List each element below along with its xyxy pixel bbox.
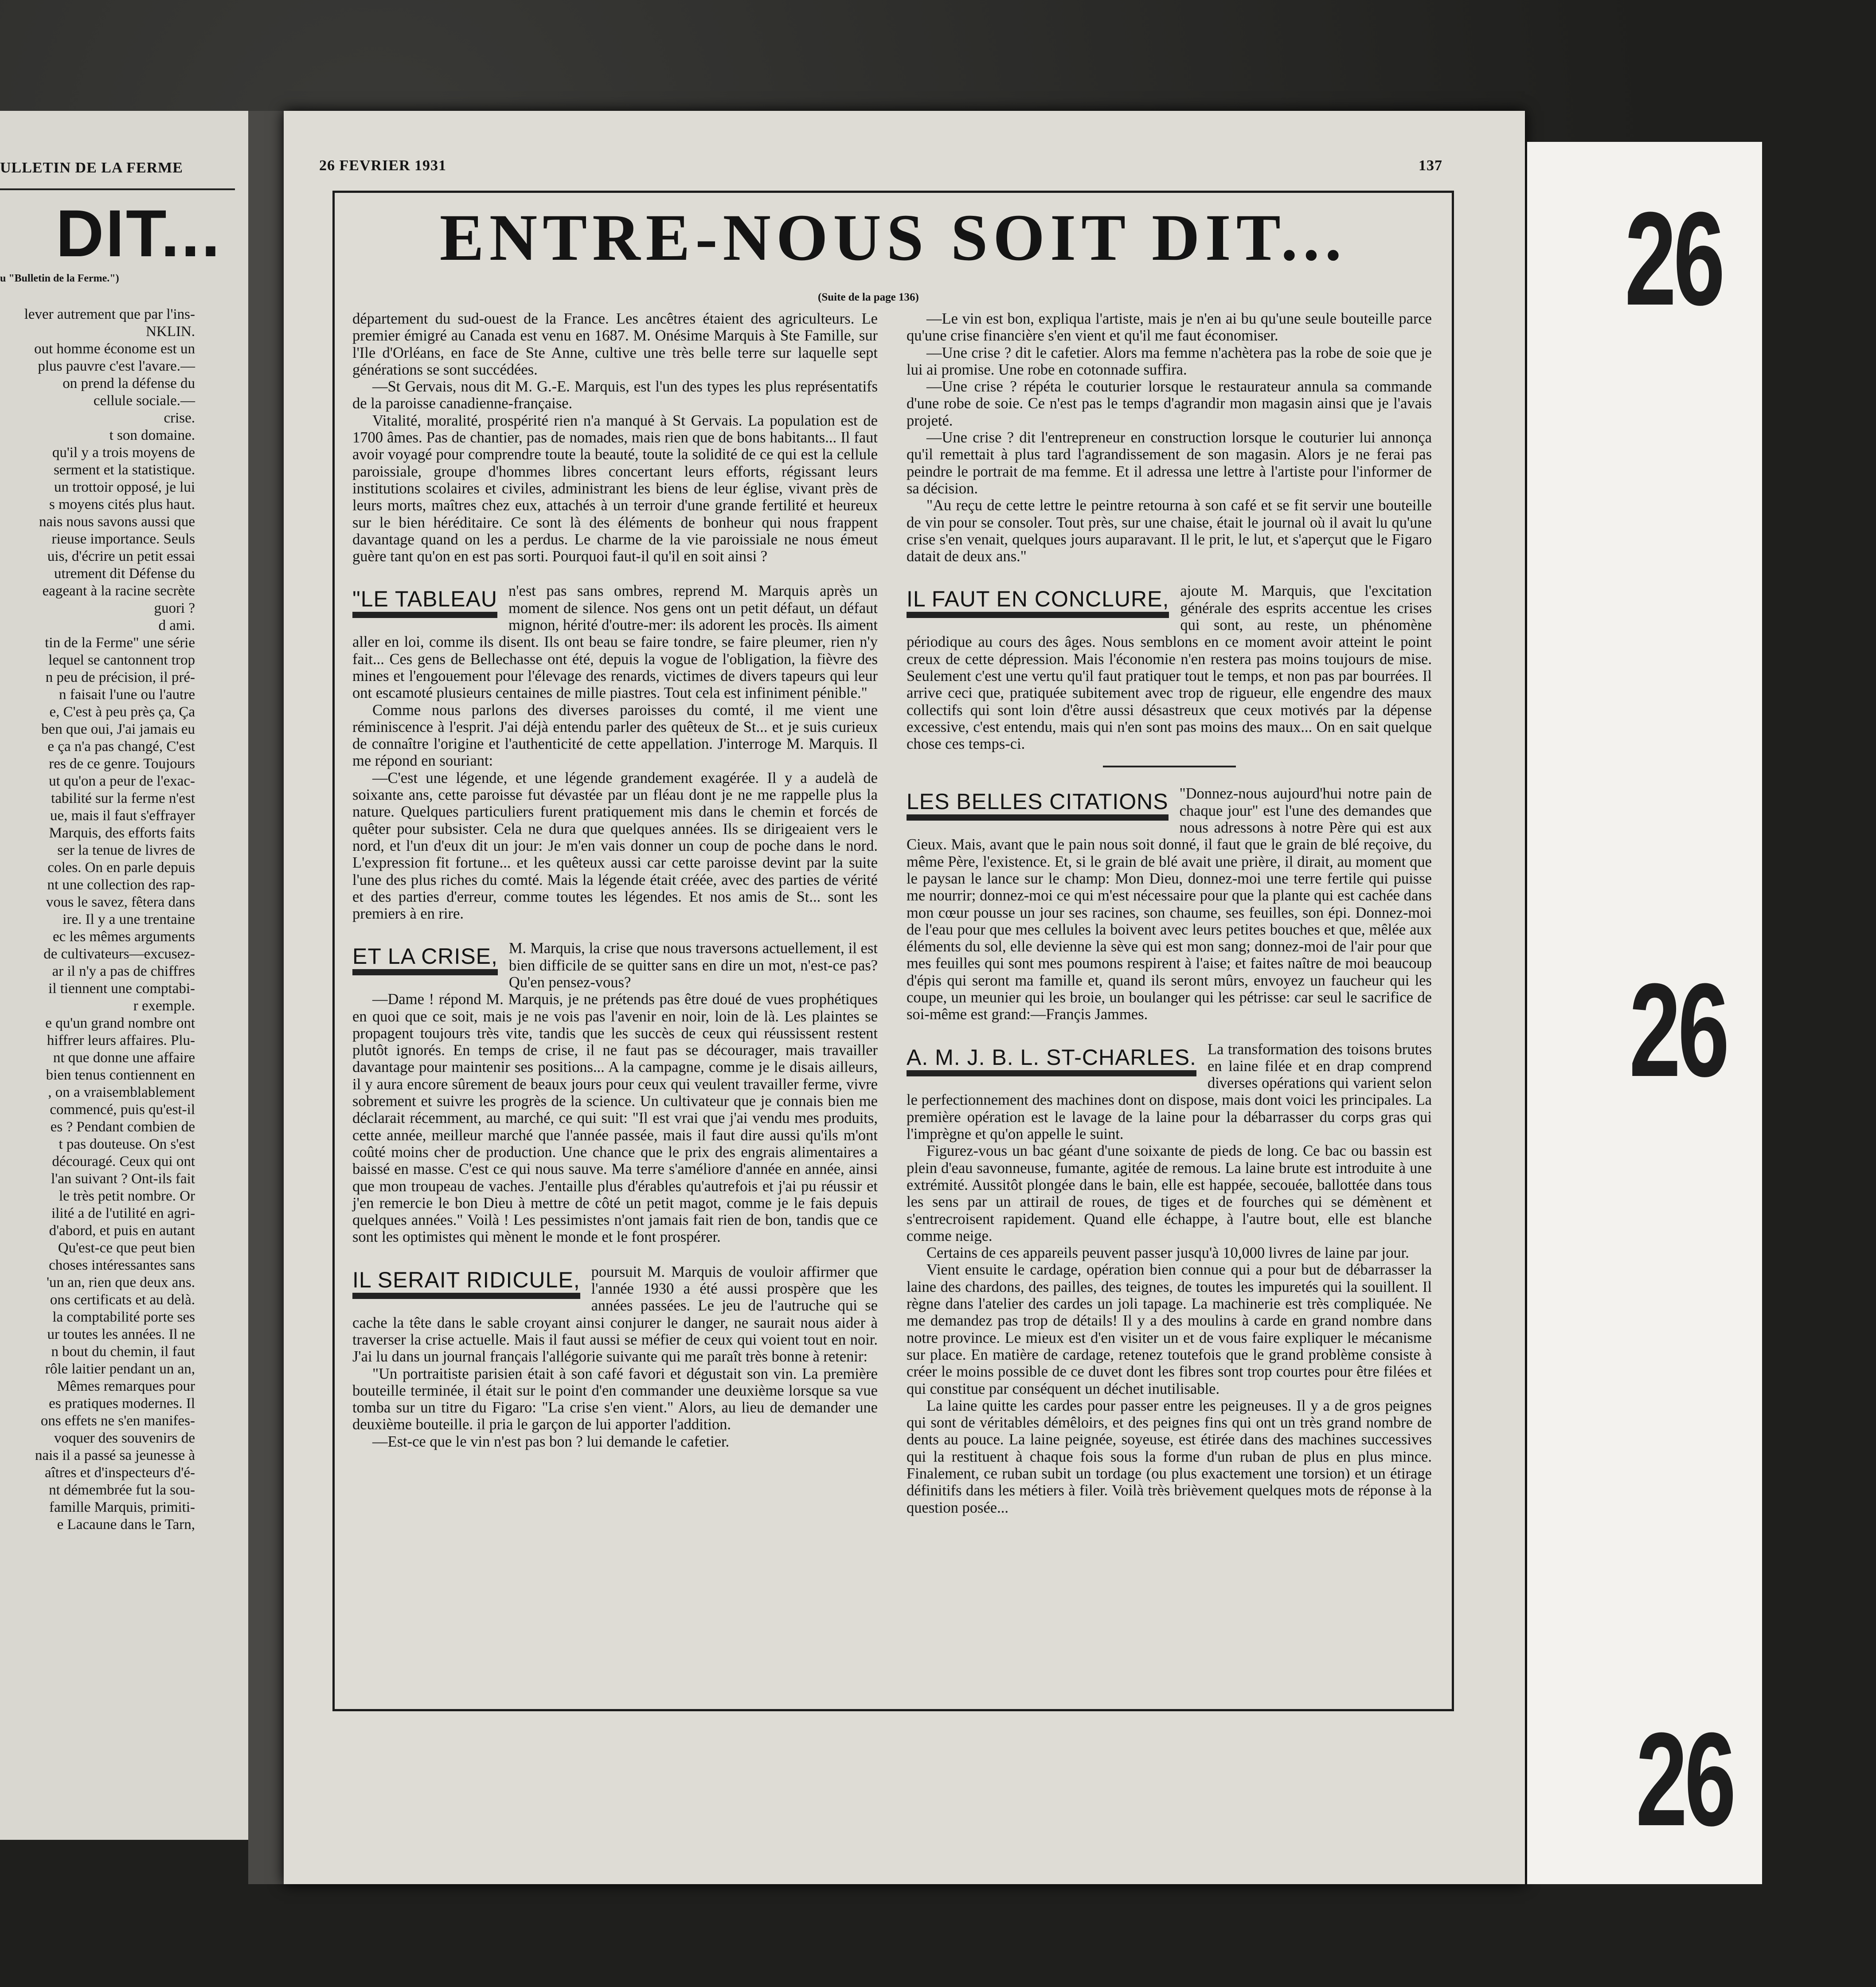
left-text-line: ar il n'y a pas de chiffres: [52, 963, 195, 979]
left-text-line: ons certificats et au delà.: [50, 1292, 195, 1308]
left-text-line: l'an suivant ? Ont-ils fait: [51, 1171, 195, 1187]
left-text-line: ben que oui, J'ai jamais eu: [41, 721, 195, 737]
paragraph: "Un portraitiste parisien était à son café favori et dégustait son vin. La première bouteille terminée, il était sur le point d'en commander une deuxième lorsque sa vue tomba sur un titre du Figaro: "La crise s'en vient." Alors, au lieu de demander une deuxième bouteille. il pria le garçon de lui apporter l'addition.: [352, 1365, 878, 1433]
article-frame: [332, 191, 1454, 1711]
paragraph: La transformation des toisons brutes en laine filée et en drap comprend diverses opérations qui varient selon le perfectionnement des machines dont on dispose, mais dont voici les principales. La première opération est le lavage de la laine pour la débarrasser du corps gras qui l'imprègne et qu'on appelle le suint.: [907, 1040, 1432, 1143]
left-text-line: es pratiques modernes. Il: [49, 1396, 195, 1412]
left-text-line: n faisait l'une ou l'autre: [59, 687, 195, 703]
section-heading: LES BELLES CITATIONS: [907, 790, 1169, 821]
left-text-line: nais il a passé sa jeunesse à: [35, 1447, 195, 1463]
left-text-line: crise.: [164, 410, 195, 426]
section-tableau: [352, 583, 878, 701]
left-text-line: r exemple.: [133, 998, 195, 1014]
left-text-line: d'abord, et puis en autant: [49, 1223, 195, 1239]
left-text-line: Marquis, des efforts faits: [49, 825, 195, 841]
left-text-line: e, C'est à peu près ça, Ça: [49, 704, 195, 720]
left-text-line: Qu'est-ce que peut bien: [58, 1240, 195, 1256]
left-text-line: ur toutes les années. Il ne: [47, 1326, 195, 1342]
paragraph: "Donnez-nous aujourd'hui notre pain de chaque jour" est l'une des demandes que nous adressons à notre Père qui est aux Cieux. Mais, avant que le pain nous soit donné, il faut que le grain de blé reçoive, du même Père, l'existence. Et, si le grain de blé avait une prière, il dirait, au moment que le paysan le lance sur le champ: Mon Dieu, donnez-moi une terre fertile qui puisse me nourrir; donnez-moi ce qui m'est nécessaire pour que la plante qui est cachée dans mon cœur pousse un jour ses racines, son chaume, ses feuilles, son épi. Donnez-moi de l'eau pour que mes cellules la boivent avec leurs petites bouches et que, mêlée aux éléments du sol, elle devienne la sève qui est mon sang; donnez-moi de l'air pour que mes feuilles qui sont mes poumons respirent à l'aise; et faites naître de moi beaucoup d'épis qui seront ma famille et, quand ils seront mûrs, envoyez un faucheur qui les coupe, un meunier qui les broie, un boulanger qui les pétrisse: car seul le sacrifice de soi-même est grand:—Françis Jammes.: [907, 785, 1432, 1023]
paragraph: —St Gervais, nous dit M. G.-E. Marquis, est l'un des types les plus représentatifs de la paroisse canadienne-française.: [352, 378, 878, 412]
left-text-line: le très petit nombre. Or: [59, 1188, 195, 1204]
issue-date: 26 FEVRIER 1931: [319, 157, 447, 174]
left-text-line: qu'il y a trois moyens de: [52, 445, 195, 461]
left-text-line: guori ?: [154, 600, 195, 616]
date-tab-strip: [1527, 142, 1762, 1884]
article-title: ENTRE-NOUS SOIT DIT...: [439, 201, 1347, 274]
left-subtitle: u "Bulletin de la Ferme."): [0, 273, 119, 284]
left-text-line: ut qu'on a peur de l'exac-: [49, 773, 195, 789]
continued-note: (Suite de la page 136): [818, 291, 919, 303]
left-title: DIT...: [55, 196, 222, 270]
left-text-line: cellule sociale.—: [93, 393, 195, 409]
paragraph: —Une crise ? dit l'entrepreneur en construction lorsque le couturier lui annonça qu'il remettait à plus tard l'agrandissement de son magasin. Alors je ne ferai pas peindre le portrait de ma femme. Et il adressa une lettre à l'artiste pour l'informer de sa décision.: [907, 429, 1432, 497]
left-text-line: eageant à la racine secrète: [42, 583, 195, 599]
left-page-fragment: [0, 111, 251, 1840]
left-text-line: on prend la défense du: [63, 375, 195, 391]
left-text-line: es ? Pendant combien de: [50, 1119, 195, 1135]
page-gutter: [248, 111, 284, 1884]
paragraph: Comme nous parlons des diverses paroisses du comté, il me vient une réminiscence à l'esprit. J'ai déjà entendu parler des quêteux de St... et je suis curieux de connaître l'origine et l'authenticité de cette appellation. J'interroge M. Marquis. Il me répond en souriant:: [352, 701, 878, 770]
left-text-line: il tiennent une comptabi-: [48, 981, 195, 997]
left-text-line: ser la tenue de livres de: [57, 842, 195, 858]
left-text-line: la comptabilité porte ses: [52, 1309, 195, 1325]
left-text-line: nt une collection des rap-: [47, 877, 195, 893]
page-number: 137: [1419, 157, 1442, 174]
left-text-line: nt que donne une affaire: [53, 1050, 195, 1066]
section-heading: ET LA CRISE,: [352, 944, 498, 975]
left-text-line: t pas douteuse. On s'est: [59, 1136, 195, 1152]
left-running-header: ULLETIN DE LA FERME: [0, 160, 183, 176]
column-left: [352, 310, 878, 1450]
date-tab-number: 26: [1636, 1705, 1733, 1854]
left-text-line: coles. On en parle depuis: [47, 860, 195, 876]
left-text-line: res de ce genre. Toujours: [49, 756, 195, 772]
paragraph: —Une crise ? dit le cafetier. Alors ma femme n'achètera pas la robe de soie que je lui ai promise. Une robe en cotonnade suffira.: [907, 344, 1432, 378]
left-text-line: n bout du chemin, il faut: [51, 1344, 195, 1360]
left-text-line: ue, mais il faut s'effrayer: [50, 808, 195, 824]
left-header-rule: [0, 188, 235, 190]
left-text-line: rieuse importance. Seuls: [51, 531, 195, 547]
left-text-line: hiffrer leurs affaires. Plu-: [47, 1033, 195, 1048]
paragraph: —Le vin est bon, expliqua l'artiste, mais je n'en ai bu qu'une seule bouteille parce qu'une crise financière s'en vient et qu'il me faut économiser.: [907, 310, 1432, 344]
section-st-charles: [907, 1041, 1432, 1143]
left-text-line: ec les mêmes arguments: [52, 929, 195, 945]
paragraph: ajoute M. Marquis, que l'excitation générale des esprits accentue les crises qui sont, au reste, un phénomène périodique au cours des âges. Nous semblons en ce moment avoir atteint le point creux de cette dépression. Mais l'économie n'en restera pas moins toujours de mise. Seulement c'est une vertu qu'il faut pratiquer tout le temps, et non pas par bourrées. Il arrive ceci que, pratiquée subitement avec trop de rigueur, elle engendre des maux collectifs qui sont loin d'être aussi désastreux que ceux motivés par la dépense excessive, c'est entendu, mais qui n'en sont pas moins des maux... On en sait quelque chose ces temps-ci.: [907, 583, 1432, 753]
left-column-text: [0, 306, 195, 1533]
paragraph: poursuit M. Marquis de vouloir affirmer que l'année 1930 a été aussi prospère que les années passées. Le jeu de l'autruche qui se cache la tête dans le sable croyant ainsi conjurer le danger, ne saurait nous aider à traverser la crise actuelle. Mais il faut aussi se méfier de ceux qui voient tout en noir. J'ai lu dans un journal français l'allégorie suivante qui me paraît très bonne à retenir:: [352, 1263, 878, 1365]
left-text-line: voquer des souvenirs de: [54, 1430, 195, 1446]
left-text-line: aîtres et d'inspecteurs d'é-: [44, 1465, 195, 1481]
section-crise: [352, 940, 878, 991]
main-page: [284, 111, 1525, 1884]
paragraph: Certains de ces appareils peuvent passer jusqu'à 10,000 livres de laine par jour.: [926, 1244, 1409, 1262]
section-heading: "LE TABLEAU: [352, 587, 497, 618]
left-text-line: rôle laitier pendant un an,: [45, 1361, 195, 1377]
left-text-line: 'un an, rien que deux ans.: [47, 1275, 195, 1291]
left-text-line: Mêmes remarques pour: [57, 1378, 195, 1394]
column-right: [907, 310, 1432, 1516]
left-text-line: out homme économe est un: [34, 341, 195, 357]
left-text-line: nt démembrée fut la sou-: [49, 1482, 195, 1498]
section-ridicule: [352, 1263, 878, 1365]
left-text-line: ilité a de l'utilité en agri-: [51, 1205, 195, 1221]
left-text-line: lever autrement que par l'ins-: [24, 306, 195, 322]
left-text-line: commencé, puis qu'est-il: [50, 1102, 195, 1118]
left-text-line: vous le savez, fêtera dans: [46, 894, 195, 910]
paragraph: "Au reçu de cette lettre le peintre retourna à son café et se fit servir une bouteille de vin pour se consoler. Tout près, sur une chaise, était le journal où il avait lu qu'une crise s'en venait, quelques jours auparavant. Il le prit, le lut, et s'aperçut que le Figaro datait de deux ans.": [907, 497, 1432, 565]
section-conclure: [907, 583, 1432, 752]
paragraph: —Dame ! répond M. Marquis, je ne prétends pas être doué de vues prophétiques en quoi que ce soit, mais je ne vois pas l'avenir en noir, loin de là. Les plaintes se propagent toujours très vite, tandis que les succès de ceux qui réussissent restent plutôt ignorés. En temps de crise, il ne faut pas se décourager, mais travailler davantage pour maintenir ses positions... A la campagne, comme je le disais ailleurs, il y aura encore sûrement de beaux jours pour ceux qui veulent travailler ferme, vivre sobrement et suivre les progrès de la science. Un cultivateur que je connais bien me déclarait récemment, au marché, ce qui suit: "Il est vrai que j'ai vendu mes produits, cette année, meilleur marché que l'année passée, mais il faut dire aussi qu'ils m'ont coûté moins cher de production. Une chance que le prix des engrais alimentaires a baissé en masse. C'est ce qui nous sauve. Ma terre s'améliore d'année en année, ainsi que mon troupeau de vaches. J'entaille plus d'érables qu'autrefois et j'ai pu réussir et j'en remercie le bon Dieu à mettre de côté un petit magot, comme je le fais depuis quelques années." Voilà ! Les pessimistes n'ont jamais fait rien de bon, tandis que ce sont les optimistes qui mènent le monde et le font prospérer.: [352, 991, 878, 1246]
left-text-line: découragé. Ceux qui ont: [52, 1154, 195, 1170]
left-text-line: utrement dit Défense du: [54, 566, 195, 582]
paragraph: Figurez-vous un bac géant d'une soixante de pieds de long. Ce bac ou bassin est plein d'eau savonneuse, fumante, agitée de remous. La laine brute est introduite à une extrémité. Aussitôt plongée dans le bain, elle est happée, secouée, ballottée dans tous les sens par un attirail de roues, de tiges et de fourches qui se démènent et s'entrecroisent rapidement. Quand elle échappe, à l'autre bout, elle est blanche comme neige.: [907, 1142, 1432, 1244]
paragraph: Vitalité, moralité, prospérité rien n'a manqué à St Gervais. La population est de 1700 âmes. Pas de chantier, pas de nomades, mais rien que de bons habitants... Il faut avoir voyagé pour comprendre toute la beauté, toute la solidité de ce qui est la cellule paroissiale, groupe d'hommes libres concertant leurs efforts, régissant leurs institutions scolaires et civiles, administrant les biens de leur église, vivant près de leurs morts, maîtres chez eux, attachés à un terroir d'une grande fertilité et heureux sur le bien héréditaire. Ce sont là des éléments de bonheur qui nous frappent davantage quand on les a perdus. Le charme de la vie paroissiale ne nous émeut guère tant qu'on en est pas sorti. Pourquoi faut-il qu'il en soit ainsi ?: [352, 412, 878, 565]
paragraph: n'est pas sans ombres, reprend M. Marquis après un moment de silence. Nos gens ont un petit défaut, un défaut mignon, hérité d'outre-mer: ils adorent les procès. Ils aiment aller en loi, comme ils disent. Ils ont beau se faire tondre, se faire pleumer, rien n'y fait... Ces gens de Bellechasse ont été, depuis la vogue de l'obligation, la fièvre des mines et l'engouement pour l'élevage des renards, victimes de divers tapeurs qui leur ont escamoté plusieurs centaines de mille piastres. Tout cela est infiniment pénible.": [352, 583, 878, 702]
left-text-line: d ami.: [158, 618, 195, 634]
left-text-line: t son domaine.: [109, 427, 195, 443]
left-text-line: s moyens cités plus haut.: [49, 497, 195, 512]
left-text-line: n peu de précision, il pré-: [45, 669, 195, 685]
left-text-line: serment et la statistique.: [54, 462, 195, 478]
left-text-line: uis, d'écrire un petit essai: [47, 548, 195, 564]
left-text-line: de cultivateurs—excusez-: [43, 946, 195, 962]
left-text-line: e Lacaune dans le Tarn,: [57, 1517, 195, 1533]
left-text-line: e ça n'a pas changé, C'est: [47, 739, 195, 755]
left-text-line: ire. Il y a une trentaine: [63, 911, 195, 927]
left-text-line: plus pauvre c'est l'avare.—: [38, 358, 195, 374]
paragraph: département du sud-ouest de la France. Les ancêtres étaient des agriculteurs. Le premier émigré au Canada est venu en 1687. M. Onésime Marquis à Ste Famille, sur l'Ile d'Orléans, en face de Ste Anne, cultive une très belle terre sur laquelle sept générations se sont succédées.: [352, 310, 878, 378]
paragraph: —Est-ce que le vin n'est pas bon ? lui demande le cafetier.: [372, 1433, 730, 1450]
left-text-line: ons effets ne s'en manifes-: [40, 1413, 195, 1429]
left-text-line: tin de la Ferme" une série: [45, 635, 195, 651]
paragraph: M. Marquis, la crise que nous traversons actuellement, il est bien difficile de se quitter sans en dire un mot, n'est-ce pas? Qu'en pensez-vous?: [508, 940, 878, 991]
section-heading: IL FAUT EN CONCLURE,: [907, 587, 1169, 618]
left-text-line: , on a vraisemblablement: [48, 1084, 195, 1100]
left-text-line: un trottoir opposé, je lui: [54, 479, 195, 495]
paragraph: Vient ensuite le cardage, opération bien connue qui a pour but de débarrasser la laine des chardons, des pailles, des teignes, de toutes les impuretés qui la souillent. Il règne dans l'atelier des cardes un joli tapage. La machinerie est très compliquée. Ne me demandez pas trop de détails! Il y a des moulins à carde en grand nombre dans notre province. Le mieux est d'en visiter un et de vous faire expliquer le mécanisme sur place. En matière de cardage, retenez toutefois que le grand problème consiste à créer le moins possible de ce duvet dont les fibres sont trop courtes pour être filées et qui constitue par conséquent un déchet inutilisable.: [907, 1261, 1432, 1397]
left-text-line: e qu'un grand nombre ont: [45, 1015, 195, 1031]
left-text-line: lequel se cantonnent trop: [48, 652, 195, 668]
paragraph: —C'est une légende, et une légende grandement exagérée. Il y a audelà de soixante ans, cette paroisse fut dévastée par un fléau dont je ne me rappelle plus la nature. Quelques particuliers furent pratiquement mis dans le chemin et forcés de quêter pour subsister. Cela ne dura que quelques années. Ils se dirigeaient vers le nord, et l'un d'eux dit un jour: Je m'en vais donner un coup de poche dans le nord. L'expression fit fortune... et les quêteux aussi car cette paroisse devint par la suite l'une des plus riches du comté. Mais la légende était créée, avec des parties de vérité et des parties d'erreur, comme toutes les légendes. Et nos amis de St... sont les premiers à en rire.: [352, 769, 878, 923]
paragraph: —Une crise ? répéta le couturier lorsque le restaurateur annula sa commande d'une robe de soie. Ce n'est pas le temps d'agrandir mon magasin ainsi que je l'avais projeté.: [907, 378, 1432, 429]
date-tab-number: 26: [1629, 955, 1727, 1104]
left-text-line: bien tenus contiennent en: [46, 1067, 195, 1083]
section-citations: [907, 785, 1432, 1023]
left-text-line: famille Marquis, primiti-: [49, 1499, 195, 1515]
left-text-line: choses intéressantes sans: [49, 1257, 195, 1273]
left-text-line: tabilité sur la ferme n'est: [51, 790, 195, 806]
section-heading: A. M. J. B. L. ST-CHARLES.: [907, 1045, 1196, 1076]
section-heading: IL SERAIT RIDICULE,: [352, 1268, 580, 1299]
section-divider: [1103, 766, 1236, 767]
date-tab-number: 26: [1625, 184, 1722, 333]
left-text-line: nais nous savons aussi que: [39, 514, 195, 530]
left-text-line: NKLIN.: [146, 324, 195, 340]
paragraph: La laine quitte les cardes pour passer entre les peigneuses. Il y a de gros peignes qui sont de véritables démêloirs, et des peignes fins qui ont un très grand nombre de dents au pouce. La laine peignée, soyeuse, est étirée dans des machines successives qui la restituent à chaque fois sous la forme d'un ruban de plus en plus mince. Finalement, ce ruban subit un tordage (ou plus exactement une torsion) et un étirage définitifs dans les métiers à filer. Voilà très brièvement quelques mots de réponse à la question posée...: [907, 1397, 1432, 1516]
